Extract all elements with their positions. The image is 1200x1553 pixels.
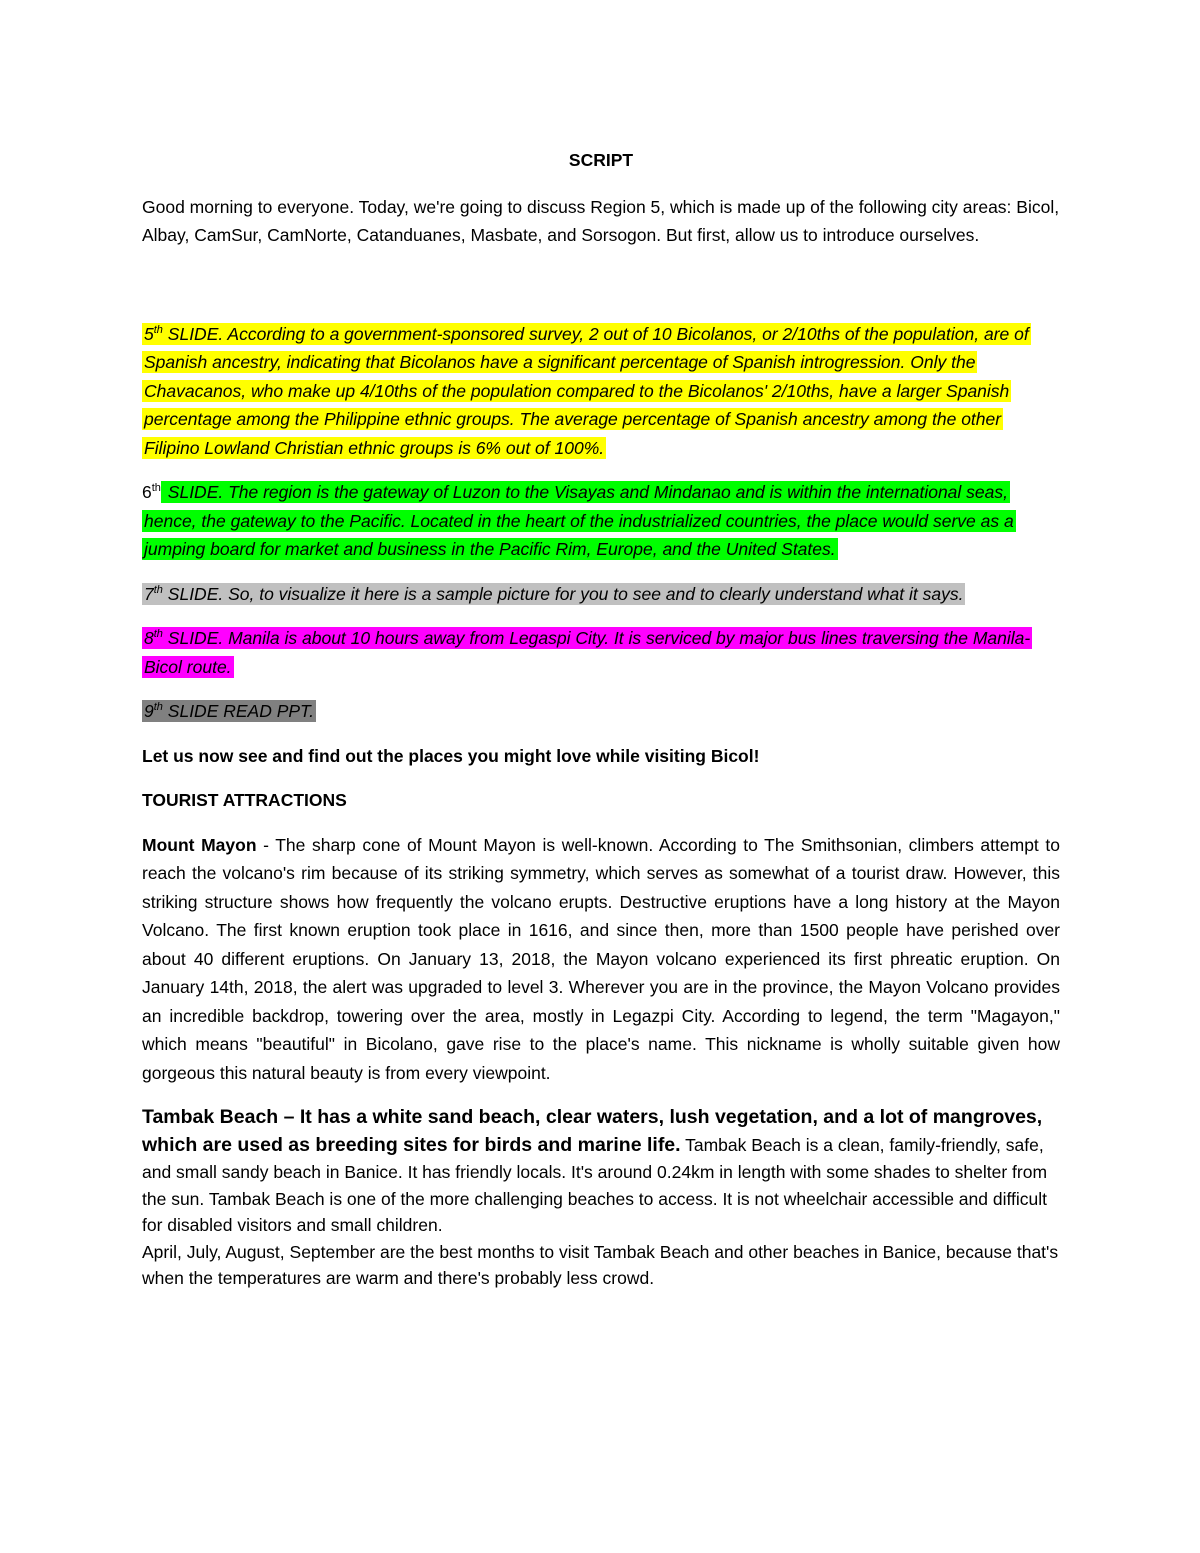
slide-5-text: SLIDE. According to a government-sponsored survey, 2 out of 10 Bicolanos, or 2/10ths of the population, are of Spanish ancestry, indicating that Bicolanos have a significant percentage of Spanish introgression. Only the Chavacanos, who make up 4/10ths of the population compared to the Bicolanos' 2/10ths, have a larger Spanish percentage among the Philippine ethnic groups. The average percentage of Spanish ancestry among the other Filipino Lowland Christian ethnic groups is 6% out of 100%. — [144, 323, 1029, 458]
tambak-name: Tambak Beach — [142, 1106, 279, 1128]
tambak-bold-text: – It has a white sand beach, clear waters, lush vegetation, and a lot of mangroves, which are used as breeding sites for birds and marine life. — [142, 1106, 1043, 1156]
slide-5-highlight — [142, 323, 1031, 459]
mayon-name: Mount Mayon — [142, 834, 257, 855]
slide-7-highlight — [142, 583, 965, 605]
tambak-paragraph — [142, 1103, 1060, 1292]
slide-7-paragraph — [142, 580, 1060, 609]
slide-9-highlight — [142, 700, 316, 722]
slide-5-number: 5 — [144, 323, 154, 344]
slide-8-text: SLIDE. Manila is about 10 hours away from Legaspi City. It is serviced by major bus lines traversing the Manila-Bicol route. — [144, 628, 1031, 677]
slide-8-ordinal: th — [153, 628, 163, 641]
slide-7-ordinal: th — [153, 583, 163, 596]
mayon-paragraph — [142, 831, 1060, 1088]
section-heading: TOURIST ATTRACTIONS — [142, 790, 347, 810]
slide-6-number: 6 — [142, 482, 152, 502]
blank-space — [142, 266, 1060, 320]
document-page — [142, 146, 1060, 1292]
mayon-text: - The sharp cone of Mount Mayon is well-known. According to The Smithsonian, climbers attempt to reach the volcano's rim because of its striking symmetry, which serves as somewhat of a tourist draw. However, this striking structure shows how frequently the volcano erupts. Destructive eruptions have a long history at the Mayon Volcano. The first known eruption took place in 1616, and since then, more than 1500 people have perished over about 40 different eruptions. On January 13, 2018, the Mayon volcano experienced its first phreatic eruption. On January 14th, 2018, the alert was upgraded to level 3. Wherever you are in the province, the Mayon Volcano provides an incredible backdrop, towering over the area, mostly in Legazpi City. According to legend, the term "Magayon," which means "beautiful" in Bicolano, gave rise to the place's name. This nickname is wholly suitable given how gorgeous this natural beauty is from every viewpoint. — [142, 834, 1060, 1083]
slide-9-ordinal: th — [153, 701, 163, 714]
slide-9-paragraph — [142, 697, 1060, 726]
slide-8-paragraph — [142, 624, 1060, 681]
slide-7-number: 7 — [144, 583, 154, 604]
lead-in-text: Let us now see and find out the places you might love while visiting Bicol! — [142, 745, 760, 766]
document-title: SCRIPT — [568, 150, 634, 170]
slide-5-paragraph — [142, 320, 1060, 463]
slide-8-number: 8 — [144, 628, 154, 648]
slide-9-text: SLIDE READ PPT. — [162, 701, 314, 721]
slide-6-text: SLIDE. The region is the gateway of Luzon to the Visayas and Mindanao and is within the international seas, hence, the gateway to the Pacific. Located in the heart of the industrialized countries, the place would serve as a jumping board for market and business in the Pacific Rim, Europe, and the United States. — [144, 482, 1014, 559]
slide-8-highlight — [142, 627, 1032, 678]
tambak-text: Tambak Beach is a clean, family-friendly, safe, and small sandy beach in Banice. It has friendly locals. It's around 0.24km in length with some shades to shelter from the sun. Tambak Beach is one of the more challenging beaches to access. It is not wheelchair accessible and difficult for disabled visitors and small children. — [142, 1135, 1048, 1235]
tambak-text-2: April, July, August, September are the best months to visit Tambak Beach and other beaches in Banice, because that's when the temperatures are warm and there's probably less crowd. — [142, 1241, 1059, 1288]
slide-6-ordinal: th — [151, 482, 161, 495]
slide-6-paragraph — [142, 478, 1060, 564]
slide-9-number: 9 — [144, 701, 154, 721]
slide-5-ordinal: th — [153, 323, 163, 336]
intro-paragraph: Good morning to everyone. Today, we're going to discuss Region 5, which is made up of the following city areas: Bicol, Albay, CamSur, CamNorte, Catanduanes, Masbate, and Sorsogon. But first, allow us to introduce ourselves. — [142, 196, 1060, 245]
slide-7-text: SLIDE. So, to visualize it here is a sample picture for you to see and to clearly understand what it says. — [162, 583, 964, 604]
slide-6-highlight — [142, 481, 1016, 560]
